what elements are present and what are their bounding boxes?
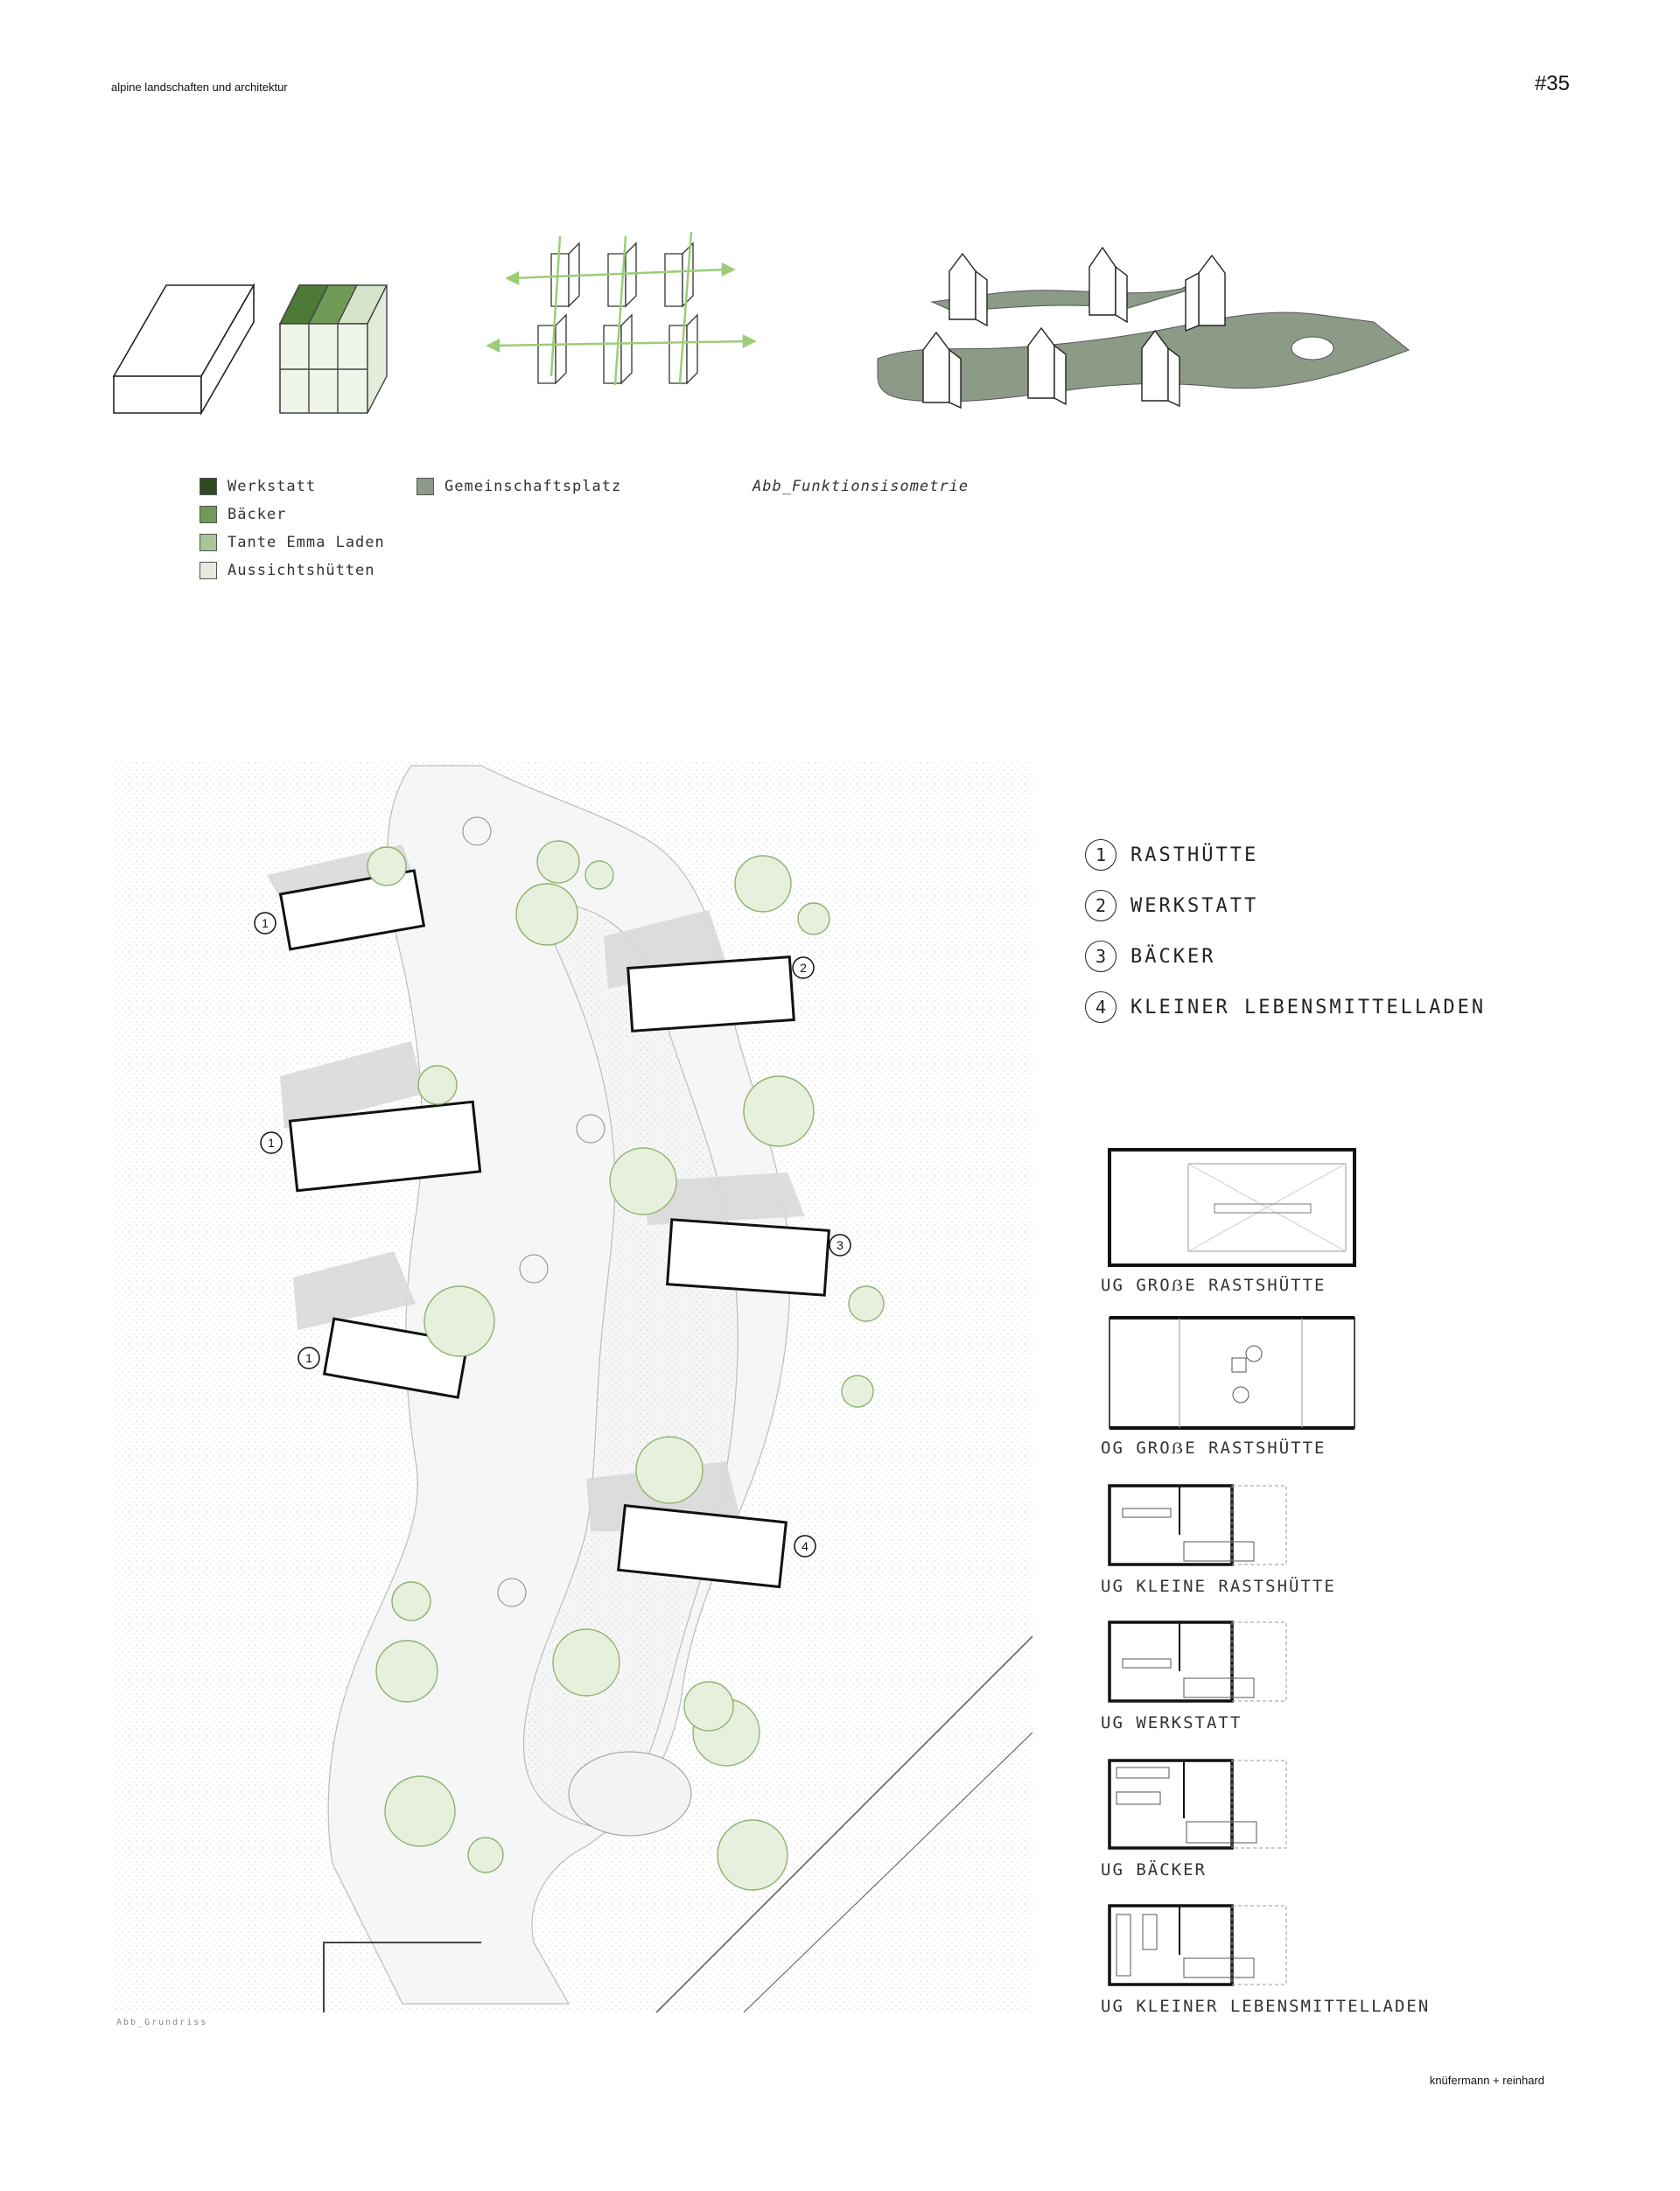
site-marker-3 [830,1235,850,1256]
legend-swatch-baecker [200,506,217,523]
tree-icon [376,1641,438,1702]
floor-plan-label: UG BÄCKER [1101,1860,1207,1880]
tree-icon [744,1076,814,1146]
site-marker-4 [794,1536,816,1557]
tree-icon [735,856,791,912]
key-number: 2 [1085,890,1116,921]
key-item [1085,830,1486,880]
tree-icon [516,884,578,945]
iso-block-functions [280,285,387,413]
tree-icon [636,1437,703,1503]
tree-icon [610,1148,676,1214]
tree-icon [392,1582,430,1620]
svg-text:1: 1 [262,916,269,930]
svg-text:3: 3 [836,1238,844,1252]
floor-plan-drawing [1101,1902,1293,1990]
key-label: KLEINER LEBENSMITTELLADEN [1130,996,1487,1018]
tree-icon [424,1286,494,1356]
legend-item [416,472,621,500]
svg-text:1: 1 [268,1136,275,1150]
floor-plan-label: UG GROẞE RASTSHÜTTE [1101,1276,1326,1295]
floor-plan [1101,1902,1430,2016]
floor-plan-drawing [1101,1146,1363,1269]
iso-pitched-hut [949,254,987,326]
floor-plan-drawing [1101,1619,1293,1706]
floor-plan-drawing [1101,1482,1293,1570]
siteplan-caption: Abb_Grundriss [116,2018,208,2027]
iso-pitched-hut [1089,248,1127,322]
iso-pitched-hut [1186,256,1225,331]
site-marker-1 [255,913,276,934]
floor-plan [1101,1619,1293,1732]
svg-text:4: 4 [802,1539,808,1553]
key-label: WERKSTATT [1130,894,1259,917]
legend-item [200,500,385,528]
tree-icon [684,1682,733,1731]
svg-text:1: 1 [305,1351,312,1365]
function-legend-extra [416,472,621,500]
function-isometry-diagram [96,219,1452,446]
site-marker-1 [298,1348,319,1368]
floor-plan-label: UG KLEINER LEBENSMITTELLADEN [1101,1997,1431,2016]
key-label: BÄCKER [1130,945,1216,968]
legend-swatch-werkstatt [200,478,217,495]
header-project-title: alpine landschaften und architektur [111,80,288,94]
key-item [1085,931,1486,982]
figure-caption: Abb_Funktionsisometrie [752,478,970,495]
tree-icon [368,847,406,886]
site-plan [114,761,1032,2012]
legend-label: Tante Emma Laden [228,534,385,551]
function-legend [200,472,385,584]
floor-plan [1101,1146,1363,1296]
legend-label: Aussichtshütten [228,562,375,579]
tree-icon [418,1066,457,1104]
floor-plan-drawing [1101,1314,1363,1432]
floor-plan-label: UG WERKSTATT [1101,1713,1242,1732]
legend-item [200,472,385,500]
key-label: RASTHÜTTE [1130,844,1259,866]
key-item [1085,982,1486,1032]
legend-label: Gemeinschaftsplatz [444,478,622,495]
tree-icon [553,1629,620,1696]
tree-icon [585,861,613,889]
site-hut-3 [668,1220,830,1295]
footer-authors: knüfermann + reinhard [1429,2074,1544,2087]
legend-item [200,556,385,584]
tree-icon [798,903,830,934]
floor-plan [1101,1482,1336,1596]
floor-plan [1101,1757,1293,1880]
svg-text:2: 2 [800,961,807,975]
tree-icon [537,841,579,883]
community-plaza [569,1752,691,1836]
legend-label: Werkstatt [228,478,317,495]
tree-icon [718,1820,788,1890]
site-marker-1 [261,1132,282,1153]
legend-item [200,528,385,556]
floor-plan [1101,1314,1363,1459]
legend-swatch-gemeinschaftsplatz [416,478,434,495]
floor-plan-drawing [1101,1757,1293,1853]
site-hut-2 [628,957,794,1032]
floor-plan-label: UG KLEINE RASTSHÜTTE [1101,1577,1336,1596]
iso-pitched-hut [923,332,961,408]
page-number: #35 [1534,72,1570,95]
iso-pitched-hut [1028,328,1066,404]
iso-block-plain [114,285,254,413]
legend-label: Bäcker [228,506,287,523]
tree-icon [842,1376,873,1407]
hut-key [1085,830,1486,1032]
tree-icon [468,1838,503,1872]
legend-swatch-laden [200,534,217,551]
legend-swatch-aussichtshuetten [200,562,217,579]
key-item [1085,880,1486,931]
tree-icon [385,1776,455,1846]
key-number: 3 [1085,941,1116,972]
tree-icon [849,1286,884,1321]
floor-plan-label: OG GROẞE RASTSHÜTTE [1101,1438,1326,1458]
site-marker-2 [793,957,814,978]
key-number: 4 [1085,991,1116,1023]
key-number: 1 [1085,839,1116,871]
